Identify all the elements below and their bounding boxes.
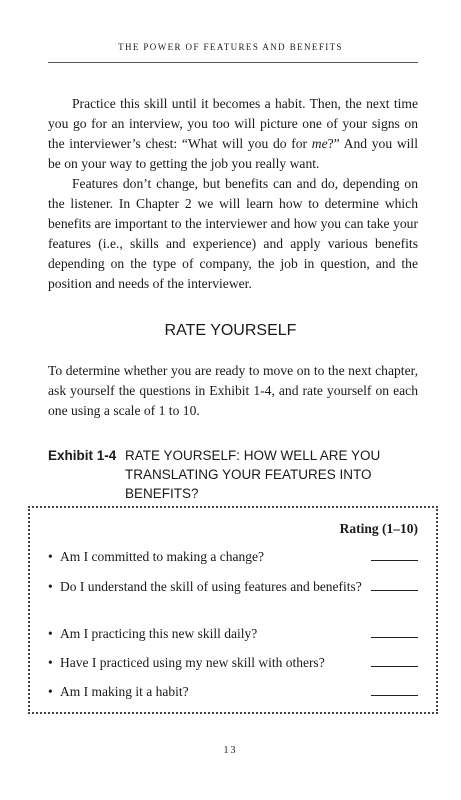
checklist-item-text: Am I practicing this new skill daily? (60, 626, 258, 641)
rate-intro-paragraph: To determine whether you are ready to move on to the next chapter, ask yourself the questions in Exhibit 1-4, and rate yourself on each one using a scale of 1 to 10. (48, 363, 418, 418)
header-rule (48, 62, 418, 63)
rating-blank (371, 590, 418, 591)
bullet: • (48, 684, 53, 699)
page-number: 13 (223, 745, 238, 756)
bullet: • (48, 626, 53, 641)
paragraph-1-text-a: Practice this skill until it becomes a habit. Then, the next time you go for an interview, you too will picture one of your signs on the interviewer’s chest: “What will you do for (48, 96, 418, 151)
bullet: • (48, 579, 53, 594)
checklist-item-text: Have I practiced using my new skill with others? (60, 655, 325, 670)
checklist-item-text: Am I making it a habit? (60, 684, 189, 699)
exhibit-label: Exhibit 1-4 (48, 448, 117, 463)
paragraph-2: Features don’t change, but benefits can and do, depending on the listener. In Chapter 2 we will learn how to determine which benefits are important to the interviewer and how you can take your features (i.e., skills and experience) and apply various benefits depending on the type of company, the job in question, and the position and needs of the interviewer. (48, 176, 418, 291)
running-head: THE POWER OF FEATURES AND BENEFITS (118, 42, 343, 52)
rating-blank (371, 637, 418, 638)
rating-header: Rating (1–10) (339, 521, 418, 536)
rating-blank (371, 695, 418, 696)
paragraph-1 (48, 94, 418, 174)
body-paragraphs (48, 94, 418, 294)
bullet: • (48, 549, 53, 564)
checklist-item-text: Do I understand the skill of using features and benefits? (60, 579, 362, 594)
exhibit-title: RATE YOURSELF: HOW WELL ARE YOU TRANSLATING YOUR FEATURES INTO BENEFITS? (125, 448, 381, 501)
paragraph-1-text-b: ?” And you will be on your way to getting the job you really want. (48, 136, 418, 171)
rating-blank (371, 666, 418, 667)
paragraph-1-emphasis: me (311, 136, 328, 151)
rating-blank (371, 560, 418, 561)
checklist-item-text: Am I committed to making a change? (60, 549, 264, 564)
bullet: • (48, 655, 53, 670)
section-heading: RATE YOURSELF (164, 322, 297, 339)
